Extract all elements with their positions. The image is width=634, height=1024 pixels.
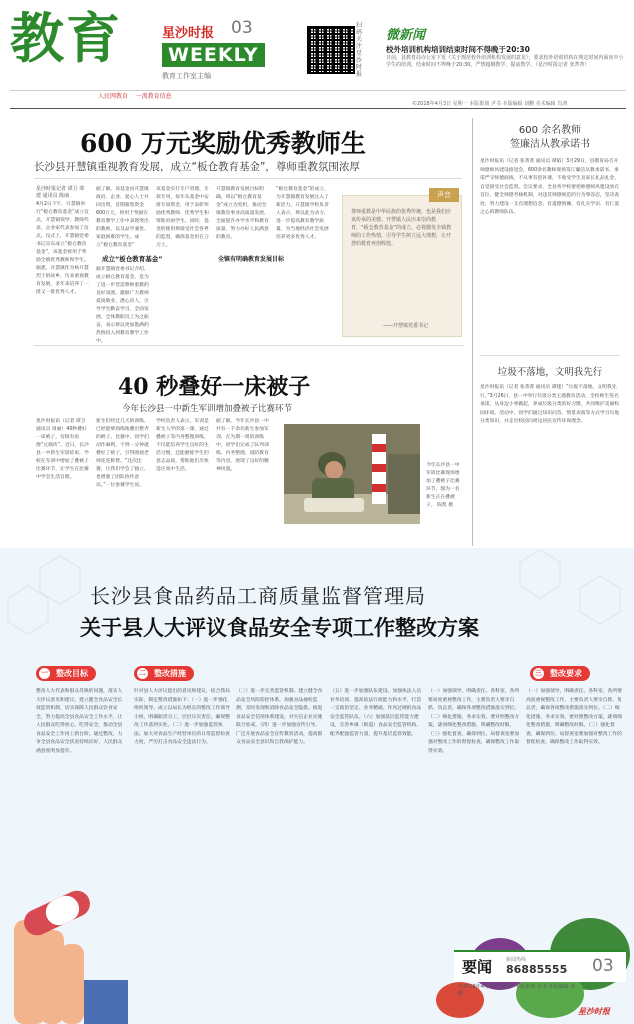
- voice-text: 尊师重教是中华民族的优秀传统，也是我们应该传承的美德。开慧镇人民历来崇尚教育，“板仓教育基金”的成立，必将激发全镇教师的工作热情，引导学生树立远大理想，让开慧的教育再创辉煌。: [351, 209, 452, 247]
- main-story-subhead: 成立“板仓教育基金”: [102, 255, 163, 263]
- feature-org: 长沙县食品药品工商质量监督管理局: [90, 584, 426, 608]
- second-story-title: 40 秒叠好一床被子: [118, 374, 311, 400]
- qr-code[interactable]: [307, 26, 355, 74]
- main-story-col5-subhead: 全镇有明确教育发展目标: [218, 256, 285, 263]
- feature-col-5: （一）加强领导，明确责任。各科室、各所要高度重视整改工作，主要负责人要亲自抓、负总责，确保各项整改措施落实到位。（二）细化措施，务求实效。要对照整改方案，逐项细化整改措施，明确整改时限。（三）强化督查，确保到位。局督查室要加强对整改工作的督促检查，确保整改工作取得实效。: [428, 689, 520, 754]
- sidebar-title-2: 垃圾不落地，文明我先行: [497, 367, 603, 378]
- main-story-title: 600 万元奖励优秀教师生: [80, 129, 366, 158]
- illustration-hand-pills: [0, 860, 130, 1024]
- sidebar-body-2: 星沙时报讯（记者 张菁菁 通讯员 谭建）“垃圾不落地，文明我先行。”3月26日，县一中举行垃圾分类主题教育活动，全校师生签名承诺，从身边小事做起，养成垃圾分类的好习惯，共同维护美丽校园环境。活动中，同学们通过知识问答、情景表演等方式学习垃圾分类知识，并走出校园向周边居民宣传环保理念。: [480, 385, 620, 424]
- main-story-col-2: 据了解，该基金由开慧镇政府、企业、爱心人士共同出资，首期募集资金600万元，将用于奖励在教育教学工作中表现突出的教师，以及品学兼优、家庭困难的学生。成立“板仓教育基金”: [96, 187, 149, 248]
- tag-requirements-num: 三: [535, 669, 542, 677]
- main-story-col-5: 开慧镇教育发展目标明确，将以“板仓教育基金”成立为契机，推动全镇教育事业高质量发展，全面提升办学水平和教育质量，努力办好人民满意的教育。: [216, 187, 269, 240]
- micro-news-body: 日前，县教育局办公室下发《关于规范校外培训机构发展的意见》，要求校外培训机构在规定时间内面向中小学生的培训，结束时间不得晚于20:30，严禁超纲教学、提前教学。（星沙时报记者 张菁菁）: [386, 55, 624, 68]
- photo-illustration: [284, 424, 420, 524]
- micro-news-label: 微新闻: [386, 28, 426, 43]
- main-story-byline: 星沙时报记者 谭卫 谭建 通讯员 陈丽: [36, 186, 85, 199]
- feature-col-1: 整改人大代表和群众反映的问题，落实人大评议意见和建议，建立健全食品安全长效监管机制，切实保障人民群众饮食安全，努力提高全县食品安全工作水平，让人民群众吃得放心、吃得安全，推动全县食品安全工作再上新台阶。通过整改，力争全县食品安全状况持续向好，人民群众满意度明显提升。: [36, 689, 123, 754]
- second-story-col-3: 学校负责人表示，军训是新生入学的第一课，通过叠被子等内务整理训练，不仅能培养学生良好的生活习惯，还能磨炼学生的意志品质，帮助他们尽快适应高中生活。: [156, 419, 209, 472]
- footer-dateline: ©2018年4月3日 星期一 本版策划 尹书 本版编辑 刘鹏: [458, 984, 576, 997]
- sidebar-title-text: 600 余名教师 签廉洁从教承诺书: [510, 125, 590, 150]
- second-story-subtitle: 今年长沙县一中新生军训增加叠被子比赛环节: [122, 404, 293, 414]
- feature-col-6: （一）加强领导，明确责任。各科室、各所要高度重视整改工作，主要负责人要亲自抓、负总责，确保各项整改措施落实到位。（二）细化措施，务求实效。要对照整改方案，逐项细化整改措施，明确整改时限。（三）强化督查，确保到位。局督查室要加强对整改工作的督促检查，确保整改工作取得实效。: [526, 689, 622, 745]
- tag-measures-num: 二: [139, 669, 146, 677]
- second-story-col-4: 据了解，今年长沙县一中共有一千余名新生参加军训，在为期一周的训练中，同学们完成了队列训练、内务整理、国防教育等内容，展现了良好的精神风貌。: [216, 419, 269, 472]
- masthead-title: 教育: [10, 7, 122, 70]
- main-story-col-1: 4月2日下午，开慧镇举行“板仓教育基金”成立仪式，开慧镇领导、教师代表、企业家代表参加了仪式。仪式上，开慧镇党委书记宣布成立“板仓教育基金”，该基金将用于奖励全镇优秀教师和学生。据悉，开慧镇作为杨开慧烈士的故乡，历来重视教育发展，多年来培养了一批又一批优秀人才。: [36, 202, 89, 295]
- feature-col-3: （三）进一步完善监管机制。建立健全食品安全风险防控体系，加强食品抽检监测，及时发现和消除食品安全隐患。推进食品安全信用体系建设，对失信企业实施联合惩戒。（四）进一步加强宣传引导。广泛开展食品安全宣传教育活动，提高群众食品安全意识和自我保护能力。: [236, 689, 323, 745]
- hotline-label: 新闻热线: [506, 957, 527, 963]
- second-story-col-1: 星沙时报讯（记者 谭卫 通讯员 周丽）40秒叠好一床被子，有棱有角像“豆腐块”。近日，长沙县一中新生军训结束，学校在军训中增加了叠被子比赛环节，让学生在比赛中学会生活自理。: [36, 419, 89, 480]
- qr-caption: 扫码关注星沙时报: [356, 22, 363, 78]
- second-story-col-2: 新生们经过几天的训练，已经能够熟练地叠出整齐的被子。比赛中，同学们动作麻利，不到一分钟就叠好了被子，引得围观老师连连称赞。“这次比赛，让我们学会了独立，也增强了团队协作意识。”一位参赛学生说。: [96, 419, 149, 488]
- photo-caption: 今年长沙县一中军训比赛现场增加了叠被子比赛环节，图为一名新生正在叠被子。 陈凯 摄: [426, 463, 460, 508]
- micro-news-headline: 校外培训机构培训结束时间不得晚于20:30: [386, 45, 530, 54]
- weekly-label: WEEKLY: [162, 43, 265, 67]
- issue-number: 03: [231, 18, 253, 38]
- tag-requirements-label: 整改要求: [550, 669, 582, 678]
- footer-brand: 星沙时报: [578, 1007, 610, 1016]
- footer-page: 03: [592, 956, 614, 976]
- tag-goal-num: 一: [41, 669, 48, 677]
- feature-title: 关于县人大评议食品安全专项工作整改方案: [80, 616, 479, 640]
- tag-measures: [134, 666, 194, 681]
- dateline: ©2018年4月3日 星期一 本版策划 尹书 本版编辑 刘鹏 美术编辑 肖鸿: [412, 101, 568, 107]
- footer-section: 要闻: [462, 958, 493, 976]
- voice-box: [342, 191, 462, 337]
- partner-1: 人民网教育: [98, 93, 129, 100]
- main-story-col-4: 该基金实行专户管理，专款专用，每年从基金中安排专项资金，用于表彰奖励优秀教师、优秀学生和资助贫困学生。同时，基金的使用将接受社会各界的监督，确保基金用在刀刃上。: [156, 187, 209, 248]
- masthead: [0, 0, 634, 90]
- sidebar-title: [480, 124, 620, 152]
- tag-requirements: [530, 666, 590, 681]
- feature-col-4: （五）进一步加强队伍建设。加强执法人员业务培训，提高依法行政能力和水平，打造一支政治坚定、业务精通、作风过硬的食品安全监管队伍。（六）加强基层监管能力建设，完善乡镇（街道）食品安全监管机构，配齐配强监管力量，提升基层监管效能。: [330, 689, 422, 737]
- tag-goal-label: 整改目标: [56, 669, 88, 678]
- voice-label: 声音: [429, 188, 459, 202]
- tag-measures-label: 整改措施: [154, 669, 186, 678]
- editor-line: 教育工作室主编: [162, 72, 211, 80]
- partner-2: 一流教育信息: [135, 93, 172, 100]
- main-story-col-3: 据开慧镇党委书记介绍，成立板仓教育基金，是为了进一步营造尊师重教的良好氛围，激励广大教师爱岗敬业、潜心育人，引导学生勤奋学习、全面发展。全体教职员工为之振奋，表示将以更加饱满的热情投入到教育教学工作中。: [96, 267, 149, 344]
- voice-byline: ——开慧镇党委书记: [383, 323, 429, 329]
- brand-name: 星沙时报: [162, 26, 215, 41]
- footer-bar: [454, 950, 626, 982]
- hotline-number: 86885555: [506, 963, 568, 976]
- military-training-photo: [284, 424, 420, 524]
- sidebar-body: 星沙时报讯（记者 张菁菁 通讯员 谭韬）3月29日，县教育局召开师德师风建设推进会，600余名教师现场签订廉洁从教承诺书，承诺严守师德底线，不从事有偿补课，不收受学生及家长礼品礼金，自觉接受社会监督。会议要求，全县各学校要把师德师风建设放在首位，健全师德考核机制，对违反师德规范的行为零容忍，坚决查处，努力建设一支有理想信念、有道德情操、有扎实学识、有仁爱之心的教师队伍。: [480, 159, 620, 215]
- partner-logos: [98, 91, 172, 100]
- feature-col-2: 针对县人大评议提出的意见和建议，结合我局实际，制定整改措施如下：（一）进一步强化组织领导。成立以局长为组长的整改工作领导小组，明确职责分工，层层压实责任，确保整改工作落到实处。（二）进一步加强监管执法。加大对食品生产经营单位的日常监督检查力度，严厉打击食品安全违法行为。: [134, 689, 230, 745]
- tag-goal: [36, 666, 96, 681]
- main-story-col-6: “板仓教育基金”的成立，为开慧镇教育发展注入了新活力。开慧镇学校负责人表示，将以此为动力，进一步提高教育教学质量，为当地经济社会发展培养更多优秀人才。: [276, 187, 329, 240]
- main-story-subtitle: 长沙县开慧镇重视教育发展，成立“板仓教育基金”，尊师重教氛围浓厚: [34, 161, 360, 173]
